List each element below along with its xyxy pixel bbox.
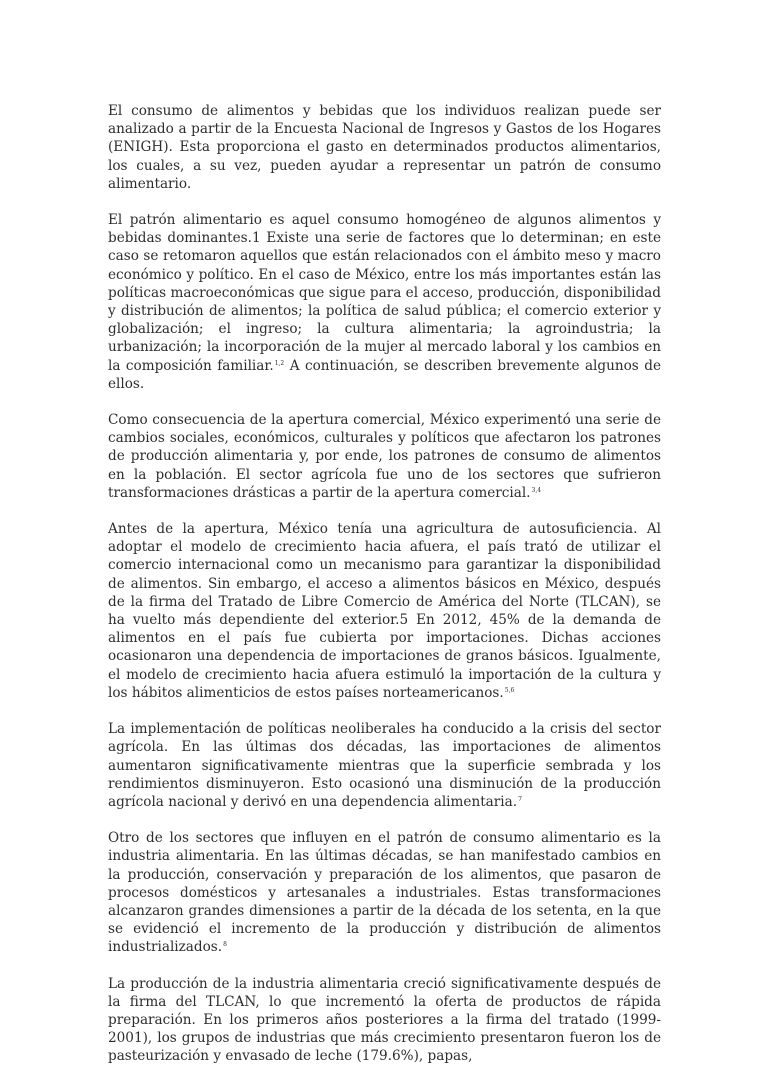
footnote-reference: 3,4 xyxy=(531,486,542,494)
paragraph-text: El patrón alimentario es aquel consumo homogéneo de algunos alimentos y bebidas dominantes.1 Existe una serie de factores que lo determinan; en este caso se retomaron aquellos que están relacionados con el ámbito meso y macro económico y político. En el caso de México, entre los más importantes están las políticas macroeconómicas que sigue para el acceso, producción, disponibilidad y distribución de alimentos; la política de salud pública; el comercio exterior y globalización; el ingreso; la cultura alimentaria; la agroindustria; la urbanización; la incorporación de la mujer al mercado laboral y los cambios en la composición familiar. xyxy=(108,212,661,374)
document-body xyxy=(108,102,661,1066)
paragraph-text: Otro de los sectores que influyen en el patrón de consumo alimentario es la industria alimentaria. En las últimas décadas, se han manifestado cambios en la producción, conservación y preparación de los alimentos, que pasaron de procesos domésticos y artesanales a industriales. Estas transformaciones alcanzaron grandes dimensiones a partir de la década de los setenta, en la que se evidenció el incremento de la producción y distribución de alimentos industrializados. xyxy=(108,830,661,956)
footnote-reference: 7 xyxy=(518,795,522,803)
footnote-reference: 1,2 xyxy=(274,359,285,367)
paragraph-text: Antes de la apertura, México tenía una agricultura de autosuficiencia. Al adoptar el modelo de crecimiento hacia afuera, el país trató de utilizar el comercio internacional como un mecanismo para garantizar la disponibilidad de alimentos. Sin embargo, el acceso a alimentos básicos en México, después de la firma del Tratado de Libre Comercio de América del Norte (TLCAN), se ha vuelto más dependiente del exterior.5 En 2012, 45% de la demanda de alimentos en el país fue cubierta por importaciones. Dichas acciones ocasionaron una dependencia de importaciones de granos básicos. Igualmente, el modelo de crecimiento hacia afuera estimuló la importación de la cultura y los hábitos alimenticios de estos países norteamericanos. xyxy=(108,521,661,701)
paragraph-1 xyxy=(108,102,661,193)
paragraph-5 xyxy=(108,720,661,811)
paragraph-tail: A continuación, se describen brevemente algunos de ellos. xyxy=(108,357,661,392)
footnote-reference: 8 xyxy=(223,941,227,949)
paragraph-2 xyxy=(108,211,661,393)
paragraph-text: La implementación de políticas neoliberales ha conducido a la crisis del sector agrícola. En las últimas dos décadas, las importaciones de alimentos aumentaron significativamente mientras que la superficie sembrada y los rendimientos disminuyeron. Esto ocasionó una disminución de la producción agrícola nacional y derivó en una dependencia alimentaria. xyxy=(108,721,661,810)
paragraph-text: Como consecuencia de la apertura comercial, México experimentó una serie de cambios sociales, económicos, culturales y políticos que afectaron los patrones de producción alimentaria y, por ende, los patrones de consumo de alimentos en la población. El sector agrícola fue uno de los sectores que sufrieron transformaciones drásticas a partir de la apertura comercial. xyxy=(108,412,661,501)
paragraph-3 xyxy=(108,411,661,502)
paragraph-text: El consumo de alimentos y bebidas que los individuos realizan puede ser analizado a partir de la Encuesta Nacional de Ingresos y Gastos de los Hogares (ENIGH). Esta proporciona el gasto en determinados productos alimentarios, los cuales, a su vez, pueden ayudar a representar un patrón de consumo alimentario. xyxy=(108,103,661,192)
paragraph-4 xyxy=(108,520,661,702)
paragraph-6 xyxy=(108,829,661,956)
paragraph-7 xyxy=(108,975,661,1066)
footnote-reference: 5,6 xyxy=(504,686,515,694)
paragraph-text: La producción de la industria alimentaria creció significativamente después de la firma del TLCAN, lo que incrementó la oferta de productos de rápida preparación. En los primeros años posteriores a la firma del tratado (1999-2001), los grupos de industrias que más crecimiento presentaron fueron los de pasteurización y envasado de leche (179.6%), papas, xyxy=(108,975,661,1065)
